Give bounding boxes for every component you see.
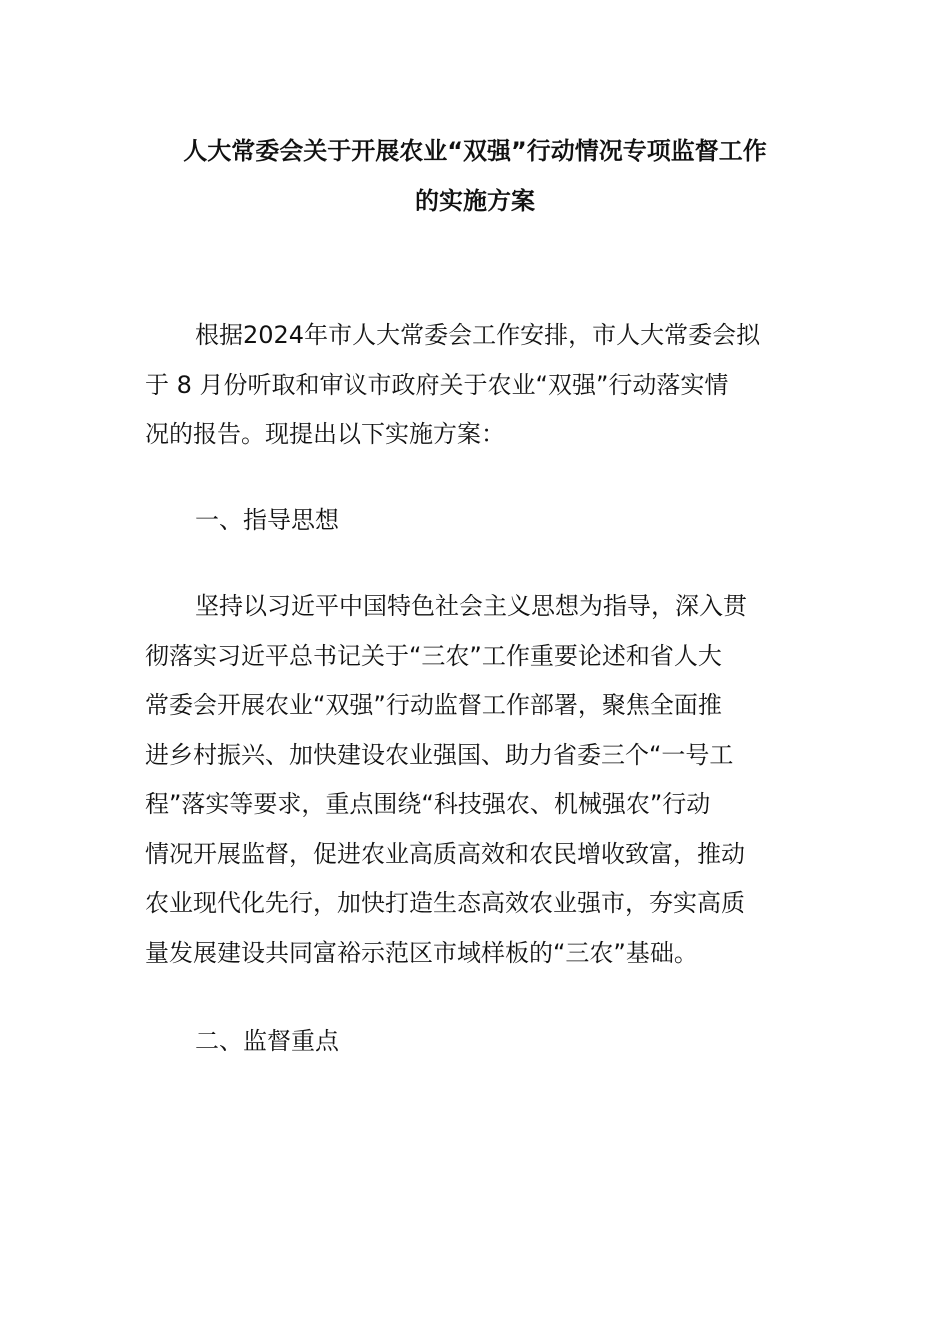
section-heading-2 — [145, 1017, 815, 1067]
section-1-line-5: 程”落实等要求，重点围绕“科技强农、机械强农”行动 — [145, 790, 711, 818]
section-1-line-3: 常委会开展农业“双强”行动监督工作部署，聚焦全面推 — [145, 691, 722, 719]
heading-2-text: 二、监督重点 — [195, 1027, 339, 1055]
heading-1-text: 一、指导思想 — [195, 506, 339, 534]
title-line-1: 人大常委会关于开展农业“双强”行动情况专项监督工作 — [183, 137, 767, 165]
intro-line-3: 况的报告。现提出以下实施方案： — [145, 420, 505, 448]
section-1-line-8: 量发展建设共同富裕示范区市域样板的“三农”基础。 — [145, 938, 698, 967]
intro-paragraph — [145, 311, 815, 460]
section-1-line-7: 农业现代化先行，加快打造生态高效农业强市，夯实高质 — [145, 889, 745, 917]
intro-line-2: 于 8 月份听取和审议市政府关于农业“双强”行动落实情 — [145, 370, 729, 399]
section-1-line-4: 进乡村振兴、加快建设农业强国、助力省委三个“一号工 — [145, 740, 734, 769]
document-title — [140, 126, 810, 226]
section-1-paragraph — [145, 582, 815, 978]
title-line-2: 的实施方案 — [415, 187, 535, 215]
section-heading-1 — [145, 496, 815, 546]
intro-line-1: 根据2024年市人大常委会工作安排，市人大常委会拟 — [195, 321, 761, 349]
section-1-line-2: 彻落实习近平总书记关于“三农”工作重要论述和省人大 — [145, 641, 722, 670]
section-1-line-6: 情况开展监督，促进农业高质高效和农民增收致富，推动 — [145, 839, 745, 868]
section-1-line-1: 坚持以习近平中国特色社会主义思想为指导，深入贯 — [195, 592, 747, 620]
